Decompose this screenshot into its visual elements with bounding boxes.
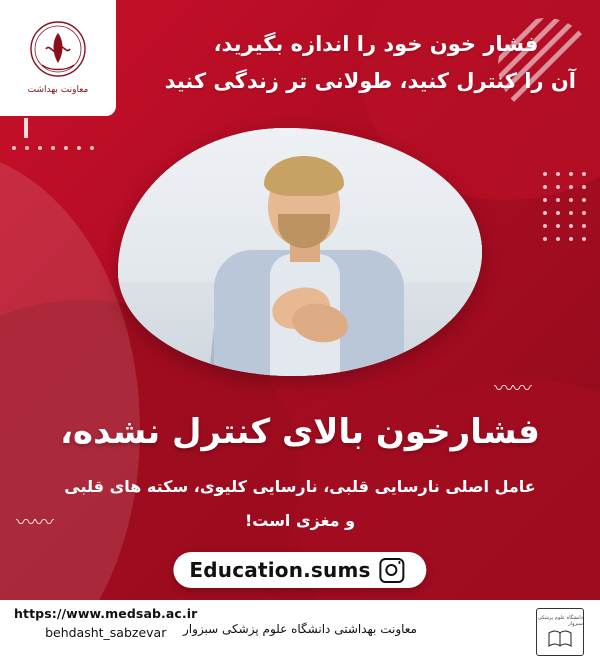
footer-website-url[interactable]: https://www.medsab.ac.ir xyxy=(14,606,198,621)
zigzag-decoration-top: 〰〰 xyxy=(494,376,530,400)
poster-headline xyxy=(164,26,576,100)
poster-main-title: فشارخون بالای کنترل نشده، xyxy=(60,412,540,452)
zigzag-decoration-bottom: 〰〰 xyxy=(16,510,52,534)
sums-emblem-icon xyxy=(26,19,90,83)
decorative-bar xyxy=(24,118,28,138)
dot-grid-right xyxy=(543,172,586,241)
footer-badge-caption: دانشگاه علوم پزشکی سبزوار xyxy=(537,614,583,627)
instagram-handle-badge[interactable] xyxy=(173,552,426,588)
poster-subtitle xyxy=(0,470,600,537)
subtitle-line-2: و مغزی است! xyxy=(244,510,356,530)
photo-background xyxy=(118,128,482,376)
headline-line-1: فشار خون خود را اندازه بگیرید، xyxy=(213,32,539,56)
poster-footer xyxy=(0,600,600,661)
headline-line-2: آن را کنترل کنید، طولانی تر زندگی کنید xyxy=(164,68,576,93)
open-book-icon xyxy=(547,628,573,650)
logo-caption: معاونت بهداشت xyxy=(27,85,89,96)
organization-logo-panel xyxy=(0,0,116,116)
footer-social-handle: behdasht_sabzevar xyxy=(45,625,167,640)
footer-organization-text: معاونت بهداشتی دانشگاه علوم پزشکی سبزوار xyxy=(183,622,417,636)
footer-university-badge xyxy=(536,608,584,656)
patient-photo xyxy=(118,128,482,376)
instagram-icon xyxy=(380,558,405,583)
subtitle-line-1: عامل اصلی نارسایی قلبی، نارسایی کلیوی، سکته های قلبی xyxy=(64,477,536,496)
dot-grid-left xyxy=(12,146,94,150)
footer-left-block xyxy=(14,606,197,640)
instagram-handle-text: Education.sums xyxy=(189,558,371,582)
